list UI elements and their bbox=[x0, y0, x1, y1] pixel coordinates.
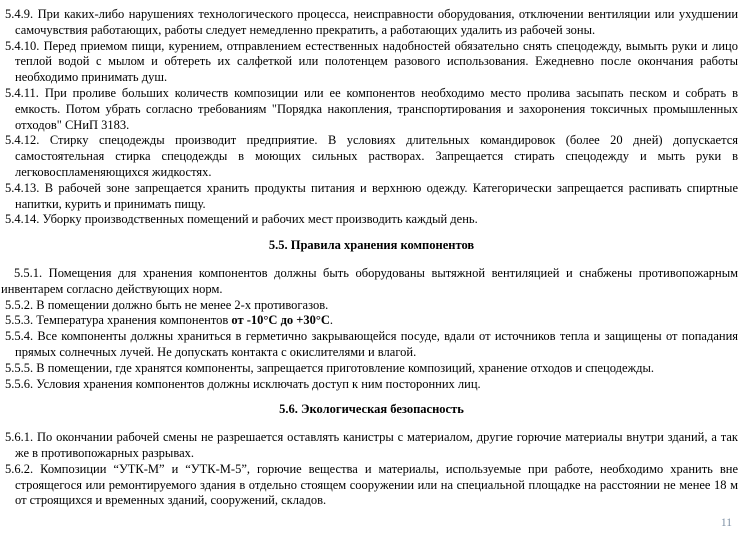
item-number: 5.5.5. bbox=[5, 360, 34, 375]
item-text-after: . bbox=[329, 313, 334, 328]
item-text: При проливе больших количеств композиции или ее компонентов необходимо место пролива засыпать песком и собрать в емкость. Потом убрать согласно требованиям "Порядка накопления, транспортирования и захоронения токсичных промышленных отходов" СНиП 3183. bbox=[15, 85, 738, 132]
item-text: Условия хранения компонентов должны исключать доступ к ним посторонних лиц. bbox=[36, 376, 481, 391]
item-number: 5.5.6. bbox=[5, 376, 34, 391]
list-item bbox=[5, 7, 738, 39]
item-text: Все компоненты должны храниться в герметично закрывающейся посуде, вдали от источников тепла и защищены от попадания прямых солнечных лучей. Не допускать контакта с окислителями и влагой. bbox=[15, 329, 739, 359]
item-text: Температура хранения компонентов bbox=[36, 313, 229, 328]
list-item bbox=[5, 361, 738, 377]
list-item bbox=[5, 39, 738, 86]
item-number: 5.4.11. bbox=[5, 85, 39, 100]
item-number: 5.4.12. bbox=[5, 133, 40, 148]
section-heading: 5.6. Экологическая безопасность bbox=[279, 402, 464, 417]
list-item bbox=[5, 462, 738, 509]
list-item bbox=[5, 181, 738, 213]
list-item bbox=[5, 133, 738, 180]
item-number: 5.4.13. bbox=[5, 180, 40, 195]
item-text: Перед приемом пищи, курением, отправлением естественных надобностей обязательно снять спецодежду, вымыть руки и лицо теплой водой с мылом и обтереть их салфеткой или полотенцем разового использования. Ежедневно после окончания работы необходимо принимать душ. bbox=[15, 38, 738, 85]
list-item bbox=[5, 212, 738, 228]
item-text: Уборку производственных помещений и рабочих мест производить каждый день. bbox=[42, 212, 478, 227]
item-number: 5.5.4. bbox=[5, 329, 34, 344]
list-item bbox=[5, 329, 738, 361]
list-item bbox=[5, 430, 738, 462]
list-item bbox=[5, 86, 738, 133]
page-number: 11 bbox=[720, 517, 732, 529]
item-number: 5.5.1. bbox=[14, 265, 43, 280]
item-text: В помещении, где хранятся компоненты, запрещается приготовление композиций, хранение отходов и спецодежды. bbox=[36, 360, 655, 375]
item-number: 5.5.2. bbox=[5, 297, 34, 312]
item-number: 5.4.14. bbox=[5, 212, 40, 227]
item-text: Композиции “УТК-М” и “УТК-М-5”, горючие вещества и материалы, используемые при работе, необходимо хранить вне строящегося или ремонтируемого здания в отдельно стоящем сооружении или на специальной площадке на расстоянии не менее 18 м от строящихся и временных зданий, сооружений, складов. bbox=[15, 461, 738, 508]
item-text: Стирку спецодежды производит предприятие. В условиях длительных командировок (более 20 дней) допускается самостоятельная стирка спецодежды в моющих сильных растворах. Запрещается стирать спецодежду и мыть руки в легковоспламеняющихся жидкостях. bbox=[15, 133, 738, 179]
item-number: 5.6.2. bbox=[5, 461, 34, 476]
list-item bbox=[5, 298, 738, 314]
item-text: По окончании рабочей смены не разрешается оставлять канистры с материалом, другие горючие материалы внутри зданий, а так же в противопожарных разрывах. bbox=[15, 430, 739, 460]
item-number: 5.4.9. bbox=[5, 7, 34, 21]
item-text-bold: от -10°С до +30°С bbox=[231, 313, 330, 328]
list-item bbox=[5, 313, 738, 329]
item-number: 5.4.10. bbox=[5, 38, 40, 53]
item-number: 5.5.3. bbox=[5, 313, 34, 328]
list-item bbox=[1, 266, 738, 298]
item-text: При каких-либо нарушениях технологического процесса, неисправности оборудования, отключении вентиляции или ухудшении самочувствия работающих, работы следует немедленно прекратить, а работающих удалить из рабочей зоны. bbox=[15, 7, 739, 37]
list-item bbox=[5, 377, 738, 393]
item-number: 5.6.1. bbox=[5, 430, 34, 445]
section-heading: 5.5. Правила хранения компонентов bbox=[268, 238, 475, 253]
item-text: Помещения для хранения компонентов должны быть оборудованы вытяжной вентиляцией и снабжены противопожарным инвентарем согласно действующих норм. bbox=[1, 265, 739, 296]
item-text: В рабочей зоне запрещается хранить продукты питания и верхнюю одежду. Категорически запрещается распивать спиртные напитки, курить и принимать пищу. bbox=[15, 180, 738, 211]
item-text: В помещении должно быть не менее 2-х противогазов. bbox=[36, 297, 329, 312]
